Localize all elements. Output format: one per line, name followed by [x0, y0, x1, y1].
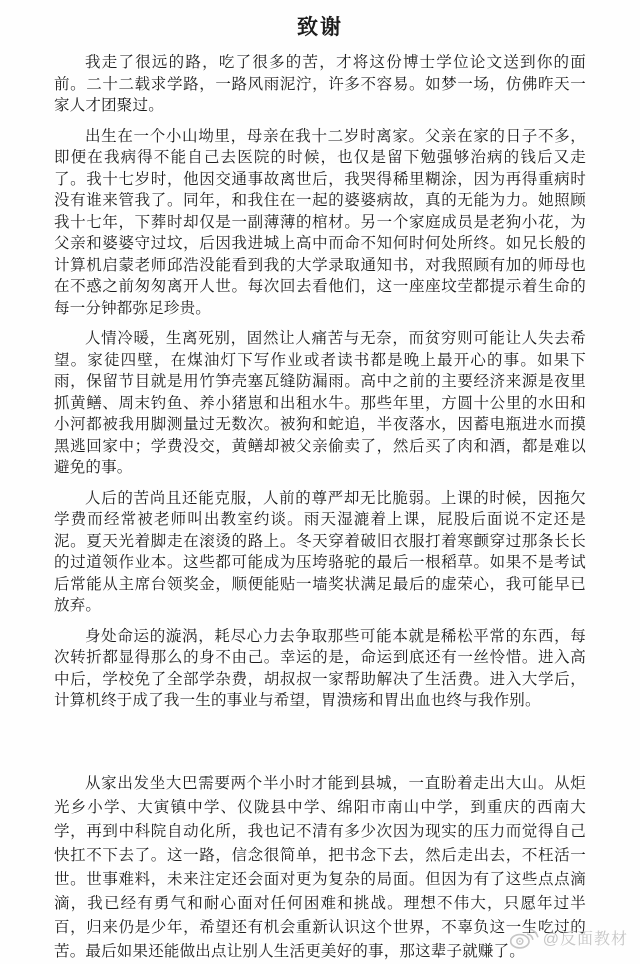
watermark: [509, 925, 628, 950]
page-title: 致谢: [297, 15, 343, 39]
acknowledgement-paragraph-4: 人后的苦尚且还能克服，人前的尊严却无比脆弱。上课的时候，因拖欠学费而经常被老师叫出教室约谈。雨天湿漉着上课，屁股后面说不定还是泥。夏天光着脚走在滚烫的路上。冬天穿着破旧衣服打着寒颤穿过那条长长的过道领作业本。这些都可能成为压垮骆驼的最后一根稻草。如果不是考试后常能从主席台领奖金，顺便能贴一墙奖状满足最后的虚荣心，我可能早已放弃。: [54, 489, 586, 614]
acknowledgement-paragraph-2: 出生在一个小山坳里，母亲在我十二岁时离家。父亲在家的日子不多，即便在我病得不能自己去医院的时候，也仅是留下勉强够治病的钱后又走了。我十七岁时，他因交通事故离世后，我哭得稀里糊涂，因为再得重病时没有谁来管我了。同年，和我住在一起的婆婆病故，真的无能为力。她照顾我十七年，下葬时却仅是一副薄薄的棺材。另一个家庭成员是老狗小花，为父亲和婆婆守过坟，后因我进城上高中而命不知何时何处所终。如兄长般的计算机启蒙老师邱浩没能看到我的大学录取通知书，对我照顾有加的师母也在不惑之前匆匆离开人世。每次回去看他们，这一座座坟茔都提示着生命的每一分钟都弥足珍贵。: [54, 127, 586, 317]
acknowledgement-paragraph-1: 我走了很远的路，吃了很多的苦，才将这份博士学位论文送到你的面前。二十二载求学路，一路风雨泥泞，许多不容易。如梦一场，仿佛昨天一家人才团聚过。: [54, 54, 586, 114]
acknowledgement-paragraph-3: 人情冷暖，生离死别，固然让人痛苦与无奈，而贫穷则可能让人失去希望。家徒四壁，在煤油灯下写作业或者读书都是晚上最开心的事。如果下雨，保留节目就是用竹笋壳塞瓦缝防漏雨。高中之前的主要经济来源是夜里抓黄鳝、周末钓鱼、养小猪崽和出租水牛。那些年里，方圆十公里的水田和小河都被我用脚测量过无数次。被狗和蛇追，半夜落水，因蓄电瓶进水而摸黑逃回家中；学费没交，黄鳝却被父亲偷卖了，然后买了肉和酒，都是难以避免的事。: [54, 330, 586, 476]
acknowledgement-paragraph-5: 身处命运的漩涡，耗尽心力去争取那些可能本就是稀松平常的东西，每次转折都显得那么的身不由己。幸运的是，命运到底还有一丝怜惜。进入高中后，学校免了全部学杂费，胡叔叔一家帮助解决了生活费。进入大学后，计算机终于成了我一生的事业与希望，胃溃疡和胃出血也终与我作别。: [54, 627, 586, 709]
acknowledgement-paragraph-6: 从家出发坐大巴需要两个半小时才能到县城，一直盼着走出大山。从炬光乡小学、大寅镇中学、仪陇县中学、绵阳市南山中学，到重庆的西南大学，再到中科院自动化所，我也记不清有多少次因为现实的压力而觉得自己快扛不下去了。这一路，信念很简单，把书念下去，然后走出去，不枉活一世。世事难料，未来注定还会面对更为复杂的局面。但因为有了这些点点滴滴，我已经有勇气和耐心面对任何困难和挑战。理想不伟大，只愿年过半百，归来仍是少年，希望还有机会重新认识这个世界，不辜负这一生吃过的苦。最后如果还能做出点让别人生活更美好的事，那这辈子就赚了。: [54, 774, 586, 960]
watermark-handle: @反面教材: [542, 931, 628, 948]
weibo-icon: [509, 925, 539, 950]
